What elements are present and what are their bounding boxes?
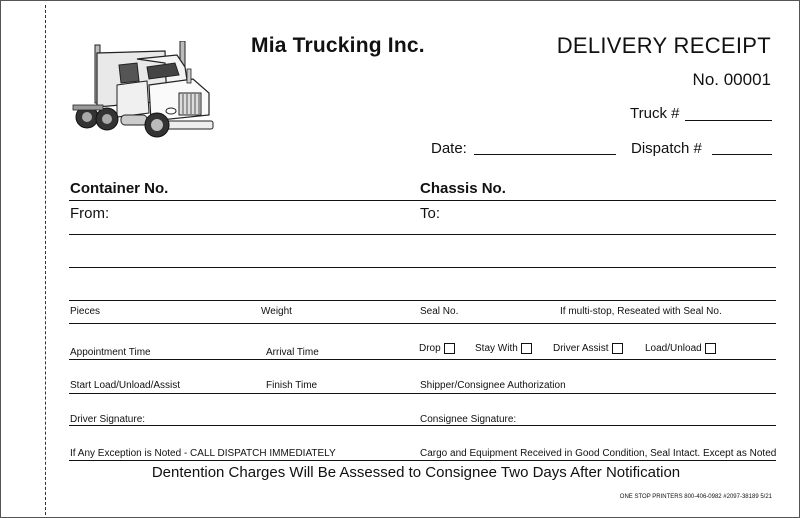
driver-signature-label: Driver Signature: <box>70 414 146 425</box>
container-label: Container No. <box>70 180 169 197</box>
printer-imprint: ONE STOP PRINTERS 800-406-0982 #2097-38189 5/21 <box>619 494 772 500</box>
stay-with-checkbox[interactable] <box>475 343 532 354</box>
drop-label: Drop <box>419 343 441 354</box>
stay-with-label: Stay With <box>475 343 518 354</box>
date-label: Date: <box>431 140 467 157</box>
semi-truck-icon <box>67 41 217 143</box>
detention-notice: Dentention Charges Will Be Assessed to Consignee Two Days After Notification <box>151 464 681 481</box>
from-label: From: <box>70 205 110 222</box>
drop-checkbox[interactable] <box>419 343 455 354</box>
notes-row-line[interactable] <box>69 460 776 461</box>
checkbox-icon[interactable] <box>612 343 623 354</box>
chassis-label: Chassis No. <box>420 180 506 197</box>
signature-row-line[interactable] <box>69 425 776 426</box>
driver-assist-label: Driver Assist <box>553 343 609 354</box>
load-unload-label: Load/Unload <box>645 343 702 354</box>
checkbox-icon[interactable] <box>444 343 455 354</box>
consignee-signature-label: Consignee Signature: <box>420 414 517 425</box>
address-line-2[interactable] <box>69 267 776 268</box>
container-chassis-line[interactable] <box>69 200 776 201</box>
times-row-line[interactable] <box>69 359 776 360</box>
dispatch-field[interactable] <box>712 154 772 155</box>
document-title: DELIVERY RECEIPT <box>556 33 771 58</box>
address-line-1[interactable] <box>69 234 776 235</box>
arrival-time-label: Arrival Time <box>266 347 319 358</box>
finish-time-label: Finish Time <box>266 380 318 391</box>
load-row-line[interactable] <box>69 393 776 394</box>
checkbox-icon[interactable] <box>521 343 532 354</box>
weight-label: Weight <box>261 306 292 317</box>
address-line-3[interactable] <box>69 300 776 301</box>
truck-label: Truck # <box>630 105 680 122</box>
pieces-label: Pieces <box>70 306 101 317</box>
company-name: Mia Trucking Inc. <box>251 34 425 57</box>
perforation-line <box>45 5 46 515</box>
load-unload-checkbox[interactable] <box>645 343 716 354</box>
condition-note: Cargo and Equipment Received in Good Condition, Seal Intact. Except as Noted <box>420 448 777 459</box>
truck-field[interactable] <box>685 120 772 121</box>
seal-label: Seal No. <box>420 306 459 317</box>
appointment-time-label: Appointment Time <box>70 347 151 358</box>
pieces-row-line[interactable] <box>69 323 776 324</box>
start-load-label: Start Load/Unload/Assist <box>70 380 181 391</box>
date-field[interactable] <box>474 154 616 155</box>
driver-assist-checkbox[interactable] <box>553 343 623 354</box>
multistop-label: If multi-stop, Reseated with Seal No. <box>560 306 722 317</box>
dispatch-label: Dispatch # <box>631 140 702 157</box>
exception-note: If Any Exception is Noted - CALL DISPATCH IMMEDIATELY <box>70 448 336 459</box>
receipt-number: No. 00001 <box>692 70 771 89</box>
authorization-label: Shipper/Consignee Authorization <box>420 380 566 391</box>
checkbox-icon[interactable] <box>705 343 716 354</box>
to-label: To: <box>420 205 441 222</box>
